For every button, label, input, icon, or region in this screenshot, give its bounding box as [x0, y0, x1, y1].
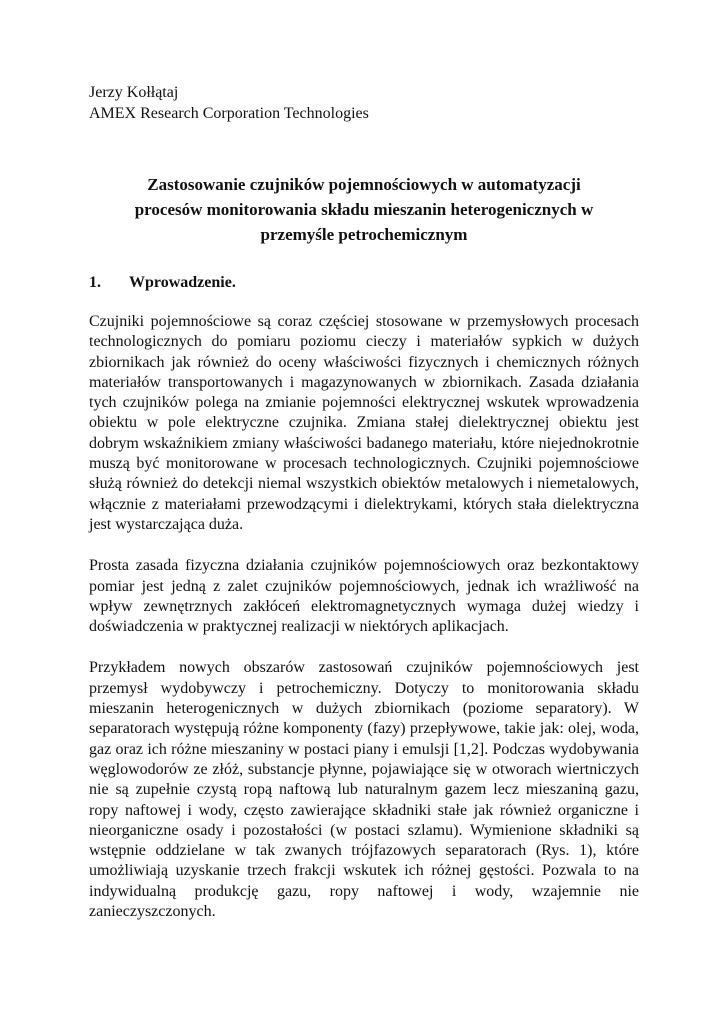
title-line-1: Zastosowanie czujników pojemnościowych w automatyzacji — [147, 175, 581, 194]
author-affiliation: AMEX Research Corporation Technologies — [89, 105, 369, 122]
title-line-2: procesów monitorowania składu mieszanin heterogenicznych w — [134, 200, 594, 219]
section-number: 1. — [89, 274, 101, 291]
title-line-3: przemyśle petrochemicznym — [260, 225, 468, 244]
section-title: Wprowadzenie. — [129, 274, 236, 291]
section-heading — [89, 273, 639, 293]
paragraph-1: Czujniki pojemnościowe są coraz częściej stosowane w przemysłowych procesach technologicznych do pomiaru poziomu cieczy i materiałów sypkich w dużych zbiornikach jak również do oceny właściwości fizycznych i chemicznych różnych materiałów transportowanych i magazynowanych w zbiornikach. Zasada działania tych czujników polega na zmianie pojemności elektrycznej wskutek wprowadzenia obiektu w pole elektryczne czujnika. Zmiana stałej dielektrycznej obiektu jest dobrym wskaźnikiem zmiany właściwości badanego materiału, które niejednokrotnie muszą być monitorowane w procesach technologicznych. Czujniki pojemnościowe służą również do detekcji niemal wszystkich obiektów metalowych i niemetalowych, włącznie z materiałami przewodzącymi i dielektrykami, których stała dielektryczna jest wystarczająca duża. — [89, 313, 639, 533]
paragraph-3: Przykładem nowych obszarów zastosowań czujników pojemnościowych jest przemysł wydobywczy i petrochemiczny. Dotyczy to monitorowania składu mieszanin heterogenicznych w dużych zbiornikach (poziome separatory). W separatorach występują różne komponenty (fazy) przepływowe, takie jak: olej, woda, gaz oraz ich różne mieszaniny w postaci piany i emulsji [1,2]. Podczas wydobywania węglowodorów ze złóż, substancje płynne, pojawiające się w otworach wiertniczych nie są zupełnie czystą ropą naftową lub naturalnym gazem lecz mieszaniną gazu, ropy naftowej i wody, często zawierające składniki stałe jak również organiczne i nieorganiczne osady i pozostałości (w postaci szlamu). Wymienione składniki są wstępnie oddzielane w tak zwanych trójfazowych separatorach (Rys. 1), które umożliwiają uzyskanie trzech frakcji wskutek ich różnej gęstości. Pozwala to na indywidualną produkcję gazu, ropy naftowej i wody, wzajemnie nie zanieczyszczonych. — [89, 659, 639, 921]
author-name: Jerzy Kołłątaj — [89, 84, 179, 101]
document-page — [89, 82, 639, 922]
document-title — [89, 172, 639, 247]
paragraph-2: Prosta zasada fizyczna działania czujników pojemnościowych oraz bezkontaktowy pomiar jest jedną z zalet czujników pojemnościowych, jednak ich wrażliwość na wpływ zewnętrznych zakłóceń elektromagnetycznych wymaga dużej wiedzy i doświadczenia w praktycznej realizacji w niektórych aplikacjach. — [89, 557, 639, 636]
